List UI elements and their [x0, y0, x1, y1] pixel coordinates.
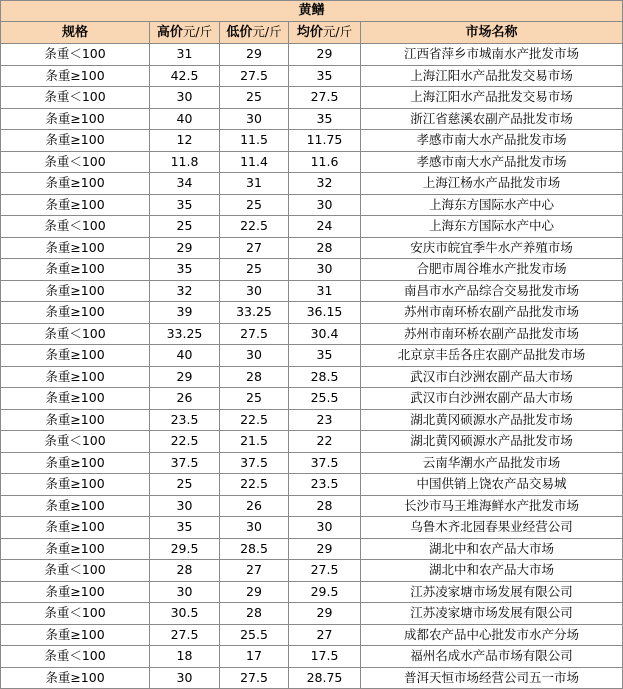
cell-market: 合肥市周谷堆水产批发市场	[361, 259, 623, 281]
cell-spec: 条重≥100	[1, 538, 150, 560]
header-low-unit: 元/斤	[252, 24, 282, 39]
cell-avg: 30	[289, 517, 361, 539]
table-row	[1, 581, 623, 603]
table-row	[1, 495, 623, 517]
table-row	[1, 667, 623, 689]
cell-high: 29.5	[150, 538, 220, 560]
cell-market: 中国供销上饶农产品交易城	[361, 474, 623, 496]
cell-low: 26	[220, 495, 289, 517]
cell-spec: 条重≥100	[1, 409, 150, 431]
cell-avg: 11.75	[289, 130, 361, 152]
cell-avg: 30	[289, 194, 361, 216]
cell-market: 孝感市南大水产品批发市场	[361, 130, 623, 152]
cell-market: 江苏凌家塘市场发展有限公司	[361, 581, 623, 603]
cell-market: 成都农产品中心批发市水产分场	[361, 624, 623, 646]
cell-high: 12	[150, 130, 220, 152]
table-row	[1, 130, 623, 152]
cell-low: 22.5	[220, 216, 289, 238]
cell-low: 17	[220, 646, 289, 668]
cell-market: 普洱天恒市场经营公司五一市场	[361, 667, 623, 689]
table-row	[1, 237, 623, 259]
cell-high: 29	[150, 366, 220, 388]
cell-spec: 条重≥100	[1, 130, 150, 152]
cell-market: 江苏凌家塘市场发展有限公司	[361, 603, 623, 625]
cell-market: 武汉市白沙洲农副产品大市场	[361, 388, 623, 410]
cell-high: 35	[150, 194, 220, 216]
cell-high: 27.5	[150, 624, 220, 646]
table-row	[1, 216, 623, 238]
cell-low: 29	[220, 581, 289, 603]
cell-high: 26	[150, 388, 220, 410]
cell-avg: 29	[289, 603, 361, 625]
table-title: 黄鳝	[1, 1, 623, 22]
cell-market: 长沙市马王堆海鲜水产批发市场	[361, 495, 623, 517]
cell-market: 上海东方国际水产中心	[361, 194, 623, 216]
cell-market: 乌鲁木齐北园春果业经营公司	[361, 517, 623, 539]
cell-spec: 条重＜100	[1, 603, 150, 625]
cell-low: 11.4	[220, 151, 289, 173]
cell-avg: 28.75	[289, 667, 361, 689]
table-row	[1, 151, 623, 173]
header-low-label: 低价	[226, 25, 253, 40]
cell-low: 21.5	[220, 431, 289, 453]
cell-high: 40	[150, 108, 220, 130]
table-row	[1, 194, 623, 216]
cell-avg: 23.5	[289, 474, 361, 496]
cell-high: 30.5	[150, 603, 220, 625]
cell-spec: 条重≥100	[1, 624, 150, 646]
cell-high: 37.5	[150, 452, 220, 474]
cell-low: 25	[220, 388, 289, 410]
cell-low: 30	[220, 517, 289, 539]
header-high-label: 高价	[156, 25, 183, 40]
cell-market: 湖北黄冈硕源水产品批发市场	[361, 431, 623, 453]
table-row	[1, 108, 623, 130]
cell-spec: 条重＜100	[1, 323, 150, 345]
cell-spec: 条重≥100	[1, 474, 150, 496]
cell-avg: 35	[289, 65, 361, 87]
table-row	[1, 323, 623, 345]
cell-high: 40	[150, 345, 220, 367]
cell-spec: 条重≥100	[1, 259, 150, 281]
cell-avg: 37.5	[289, 452, 361, 474]
cell-market: 苏州市南环桥农副产品批发市场	[361, 323, 623, 345]
cell-low: 25	[220, 194, 289, 216]
cell-avg: 27.5	[289, 560, 361, 582]
cell-low: 30	[220, 345, 289, 367]
cell-spec: 条重≥100	[1, 495, 150, 517]
table-row	[1, 280, 623, 302]
cell-avg: 11.6	[289, 151, 361, 173]
table-row	[1, 538, 623, 560]
cell-spec: 条重≥100	[1, 366, 150, 388]
cell-avg: 27	[289, 624, 361, 646]
cell-market: 上海东方国际水产中心	[361, 216, 623, 238]
cell-market: 孝感市南大水产品批发市场	[361, 151, 623, 173]
cell-low: 27.5	[220, 323, 289, 345]
cell-market: 湖北中和农产品大市场	[361, 560, 623, 582]
cell-spec: 条重≥100	[1, 667, 150, 689]
cell-high: 42.5	[150, 65, 220, 87]
table-row	[1, 603, 623, 625]
table-row	[1, 302, 623, 324]
cell-avg: 24	[289, 216, 361, 238]
cell-high: 28	[150, 560, 220, 582]
cell-spec: 条重≥100	[1, 108, 150, 130]
table-row	[1, 474, 623, 496]
table-row	[1, 388, 623, 410]
cell-high: 30	[150, 667, 220, 689]
table-row	[1, 173, 623, 195]
cell-avg: 29.5	[289, 581, 361, 603]
cell-spec: 条重＜100	[1, 560, 150, 582]
cell-market: 云南华潮水产品批发市场	[361, 452, 623, 474]
cell-spec: 条重≥100	[1, 302, 150, 324]
header-avg	[289, 22, 361, 44]
cell-low: 22.5	[220, 409, 289, 431]
cell-avg: 28	[289, 237, 361, 259]
table-body	[1, 44, 623, 689]
cell-avg: 28	[289, 495, 361, 517]
cell-spec: 条重≥100	[1, 173, 150, 195]
cell-avg: 27.5	[289, 87, 361, 109]
cell-high: 39	[150, 302, 220, 324]
table-row	[1, 517, 623, 539]
table-title-row	[1, 1, 623, 22]
cell-spec: 条重≥100	[1, 388, 150, 410]
header-spec: 规格	[1, 22, 150, 44]
cell-high: 18	[150, 646, 220, 668]
cell-market: 福州名成水产品市场有限公司	[361, 646, 623, 668]
cell-low: 22.5	[220, 474, 289, 496]
table-row	[1, 409, 623, 431]
cell-spec: 条重≥100	[1, 581, 150, 603]
cell-low: 37.5	[220, 452, 289, 474]
cell-low: 27	[220, 560, 289, 582]
cell-spec: 条重≥100	[1, 237, 150, 259]
cell-low: 28	[220, 366, 289, 388]
cell-high: 25	[150, 474, 220, 496]
cell-spec: 条重≥100	[1, 65, 150, 87]
table-row	[1, 87, 623, 109]
cell-avg: 30	[289, 259, 361, 281]
table-row	[1, 624, 623, 646]
cell-avg: 35	[289, 345, 361, 367]
cell-spec: 条重＜100	[1, 151, 150, 173]
cell-market: 浙江省慈溪农副产品批发市场	[361, 108, 623, 130]
cell-market: 苏州市南环桥农副产品批发市场	[361, 302, 623, 324]
cell-spec: 条重＜100	[1, 216, 150, 238]
table-row	[1, 44, 623, 66]
table-header-row	[1, 22, 623, 44]
cell-spec: 条重≥100	[1, 194, 150, 216]
cell-high: 35	[150, 259, 220, 281]
cell-market: 上海江杨水产品批发市场	[361, 173, 623, 195]
cell-high: 30	[150, 87, 220, 109]
cell-low: 11.5	[220, 130, 289, 152]
cell-high: 29	[150, 237, 220, 259]
cell-avg: 28.5	[289, 366, 361, 388]
table-row	[1, 259, 623, 281]
cell-low: 27	[220, 237, 289, 259]
header-high-unit: 元/斤	[182, 24, 213, 39]
cell-low: 33.25	[220, 302, 289, 324]
cell-spec: 条重＜100	[1, 431, 150, 453]
cell-market: 上海江阳水产品批发交易市场	[361, 87, 623, 109]
cell-avg: 29	[289, 538, 361, 560]
cell-low: 25.5	[220, 624, 289, 646]
cell-high: 35	[150, 517, 220, 539]
header-market: 市场名称	[361, 22, 623, 44]
cell-high: 34	[150, 173, 220, 195]
cell-market: 湖北黄冈硕源水产品批发市场	[361, 409, 623, 431]
cell-high: 30	[150, 581, 220, 603]
cell-avg: 31	[289, 280, 361, 302]
cell-low: 30	[220, 280, 289, 302]
cell-low: 27.5	[220, 65, 289, 87]
cell-low: 27.5	[220, 667, 289, 689]
cell-market: 南昌市水产品综合交易批发市场	[361, 280, 623, 302]
cell-spec: 条重＜100	[1, 44, 150, 66]
cell-avg: 35	[289, 108, 361, 130]
header-avg-label: 均价	[296, 25, 323, 40]
cell-high: 23.5	[150, 409, 220, 431]
cell-high: 31	[150, 44, 220, 66]
header-low	[220, 22, 289, 44]
cell-spec: 条重≥100	[1, 452, 150, 474]
cell-avg: 29	[289, 44, 361, 66]
cell-high: 22.5	[150, 431, 220, 453]
cell-avg: 30.4	[289, 323, 361, 345]
table-row	[1, 560, 623, 582]
cell-high: 11.8	[150, 151, 220, 173]
cell-low: 25	[220, 87, 289, 109]
cell-avg: 25.5	[289, 388, 361, 410]
table-row	[1, 345, 623, 367]
table-row	[1, 646, 623, 668]
cell-high: 32	[150, 280, 220, 302]
cell-market: 武汉市白沙洲农副产品大市场	[361, 366, 623, 388]
cell-low: 29	[220, 44, 289, 66]
cell-low: 28	[220, 603, 289, 625]
cell-high: 25	[150, 216, 220, 238]
cell-low: 25	[220, 259, 289, 281]
cell-low: 30	[220, 108, 289, 130]
cell-market: 江西省萍乡市城南水产批发市场	[361, 44, 623, 66]
table-row	[1, 65, 623, 87]
cell-low: 28.5	[220, 538, 289, 560]
cell-avg: 36.15	[289, 302, 361, 324]
cell-avg: 32	[289, 173, 361, 195]
table-row	[1, 366, 623, 388]
cell-spec: 条重＜100	[1, 87, 150, 109]
cell-spec: 条重≥100	[1, 280, 150, 302]
cell-avg: 17.5	[289, 646, 361, 668]
table-row	[1, 431, 623, 453]
cell-market: 湖北中和农产品大市场	[361, 538, 623, 560]
cell-spec: 条重≥100	[1, 517, 150, 539]
header-high	[150, 22, 220, 44]
cell-market: 安庆市皖宜季牛水产养殖市场	[361, 237, 623, 259]
cell-market: 北京京丰岳各庄农副产品批发市场	[361, 345, 623, 367]
cell-high: 33.25	[150, 323, 220, 345]
header-avg-unit: 元/斤	[322, 24, 353, 39]
table-row	[1, 452, 623, 474]
cell-spec: 条重＜100	[1, 646, 150, 668]
cell-market: 上海江阳水产品批发交易市场	[361, 65, 623, 87]
cell-avg: 23	[289, 409, 361, 431]
cell-high: 30	[150, 495, 220, 517]
cell-low: 31	[220, 173, 289, 195]
cell-avg: 22	[289, 431, 361, 453]
cell-spec: 条重≥100	[1, 345, 150, 367]
